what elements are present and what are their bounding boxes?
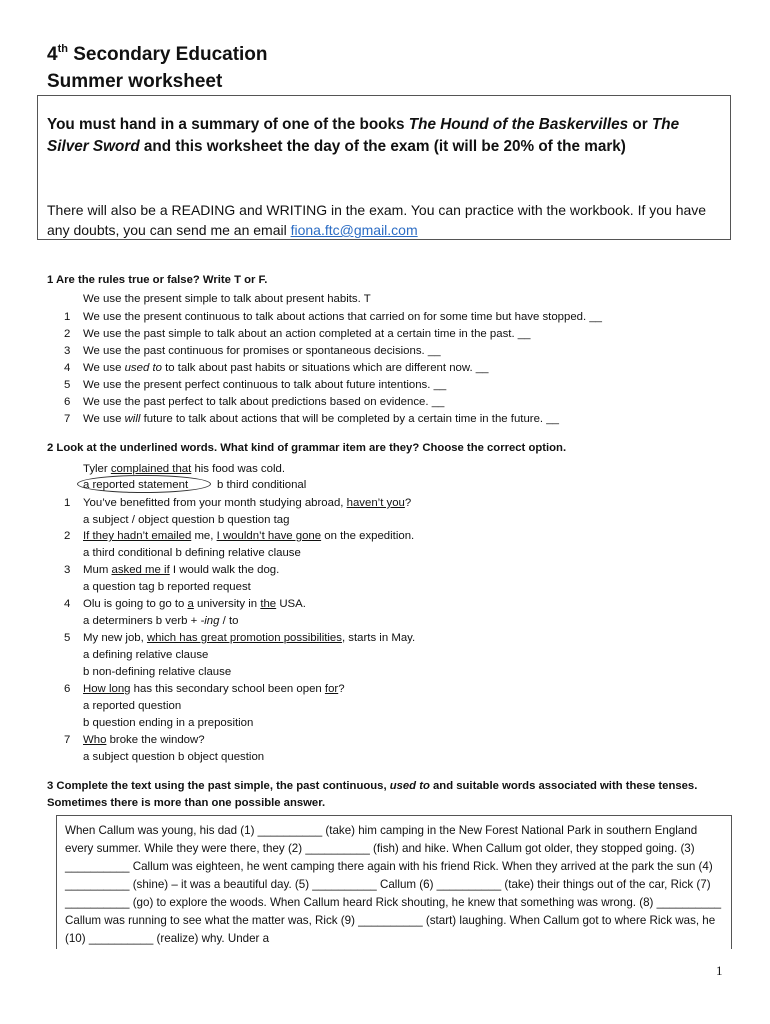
section-3-heading: 3 Complete the text using the past simple, the past continuous, used to and suitable words associated with these tenses. Sometimes there is more than one possible answer. <box>47 780 698 809</box>
section-2-heading: 2 Look at the underlined words. What kind of grammar item are they? Choose the correct option. <box>47 442 567 454</box>
question-3-options: a question tag b reported request <box>83 581 251 593</box>
section-1-example: We use the present simple to talk about present habits. T <box>83 293 371 305</box>
question-2: If they hadn’t emailed me, I wouldn’t have gone on the expedition. <box>83 530 415 542</box>
item-number: 2 <box>64 328 71 340</box>
question-6-option-a: a reported question <box>83 700 182 712</box>
page-subtitle: Summer worksheet <box>47 71 223 92</box>
instructions-box <box>37 95 731 240</box>
section-1-item: We use will future to talk about actions that will be completed by a certain time in the future. __ <box>83 413 559 425</box>
question-5-option-a: a defining relative clause <box>83 649 209 661</box>
question-7: Who broke the window? <box>83 734 205 746</box>
gap-fill-text: When Callum was young, his dad (1) __________ (take) him camping in the New Forest National Park in southern England every summer. While they were there, they (2) __________ (fish) and hike. When Callum got older, they stopped going. (3) __________ Callum was eighteen, he went camping there again with his friend Rick. When they arrived at the park the sun (4) __________ (shine) – it was a beautiful day. (5) __________ Callum (6) __________ (take) their things out of the car, Rick (7) __________ (go) to explore the woods. When Callum heard Rick shouting, he knew that something was wrong. (8) __________ Callum was running to see what the matter was, Rick (9) __________ (start) laughing. When Callum got to where Rick was, he (10) __________ (realize) why. Under a <box>65 824 722 945</box>
section-1-item: We use the present continuous to talk about actions that carried on for some time but have stopped. __ <box>83 311 603 323</box>
section-1-item: We use used to to talk about past habits or situations which are different now. __ <box>83 362 489 374</box>
question-5-option-b: b non-defining relative clause <box>83 666 232 678</box>
question-4: Olu is going to go to a university in the USA. <box>83 598 306 610</box>
page-title: 4th Secondary Education <box>47 43 268 65</box>
item-number: 1 <box>64 311 71 323</box>
question-7-options: a subject question b object question <box>83 751 265 763</box>
instructions-text: There will also be a READING and WRITING in the exam. You can practice with the workbook. If you have any doubts, you can send me an email fiona.ftc@gmail.com <box>47 202 707 238</box>
item-number: 3 <box>64 345 71 357</box>
question-number: 2 <box>64 530 71 542</box>
instructions-bold: You must hand in a summary of one of the books The Hound of the Baskervilles or The Silver Sword and this worksheet the day of the exam (it will be 20% of the mark) <box>47 116 680 155</box>
item-number: 5 <box>64 379 71 391</box>
example-option-a: a reported statement <box>83 479 189 491</box>
question-number: 5 <box>64 632 71 644</box>
question-1: You’ve benefitted from your month studying abroad, haven’t you? <box>83 497 412 509</box>
email-link[interactable]: fiona.ftc@gmail.com <box>290 222 418 238</box>
item-number: 7 <box>64 413 71 425</box>
question-number: 1 <box>64 497 71 509</box>
section-2-example: Tyler complained that his food was cold. <box>83 463 285 475</box>
item-number: 6 <box>64 396 71 408</box>
section-1-heading: 1 Are the rules true or false? Write T or F. <box>47 274 268 286</box>
section-1-item: We use the past simple to talk about an action completed at a certain time in the past. __ <box>83 328 531 340</box>
section-1-item: We use the present perfect continuous to talk about future intentions. __ <box>83 379 447 391</box>
question-6-option-b: b question ending in a preposition <box>83 717 254 729</box>
question-number: 6 <box>64 683 71 695</box>
question-4-options: a determiners b verb + -ing / to <box>83 615 239 627</box>
example-option-b: b third conditional <box>217 479 307 491</box>
question-number: 7 <box>64 734 71 746</box>
question-3: Mum asked me if I would walk the dog. <box>83 564 280 576</box>
question-number: 3 <box>64 564 71 576</box>
page-number: 1 <box>716 963 723 978</box>
question-5: My new job, which has great promotion possibilities, starts in May. <box>83 632 416 644</box>
question-2-options: a third conditional b defining relative clause <box>83 547 301 559</box>
section-1-item: We use the past perfect to talk about predictions based on evidence. __ <box>83 396 445 408</box>
gap-fill-text-box <box>56 815 732 949</box>
question-number: 4 <box>64 598 71 610</box>
section-1-item: We use the past continuous for promises or spontaneous decisions. __ <box>83 345 441 357</box>
item-number: 4 <box>64 362 71 374</box>
question-6: How long has this secondary school been open for? <box>83 683 345 695</box>
question-1-options: a subject / object question b question tag <box>83 514 290 526</box>
